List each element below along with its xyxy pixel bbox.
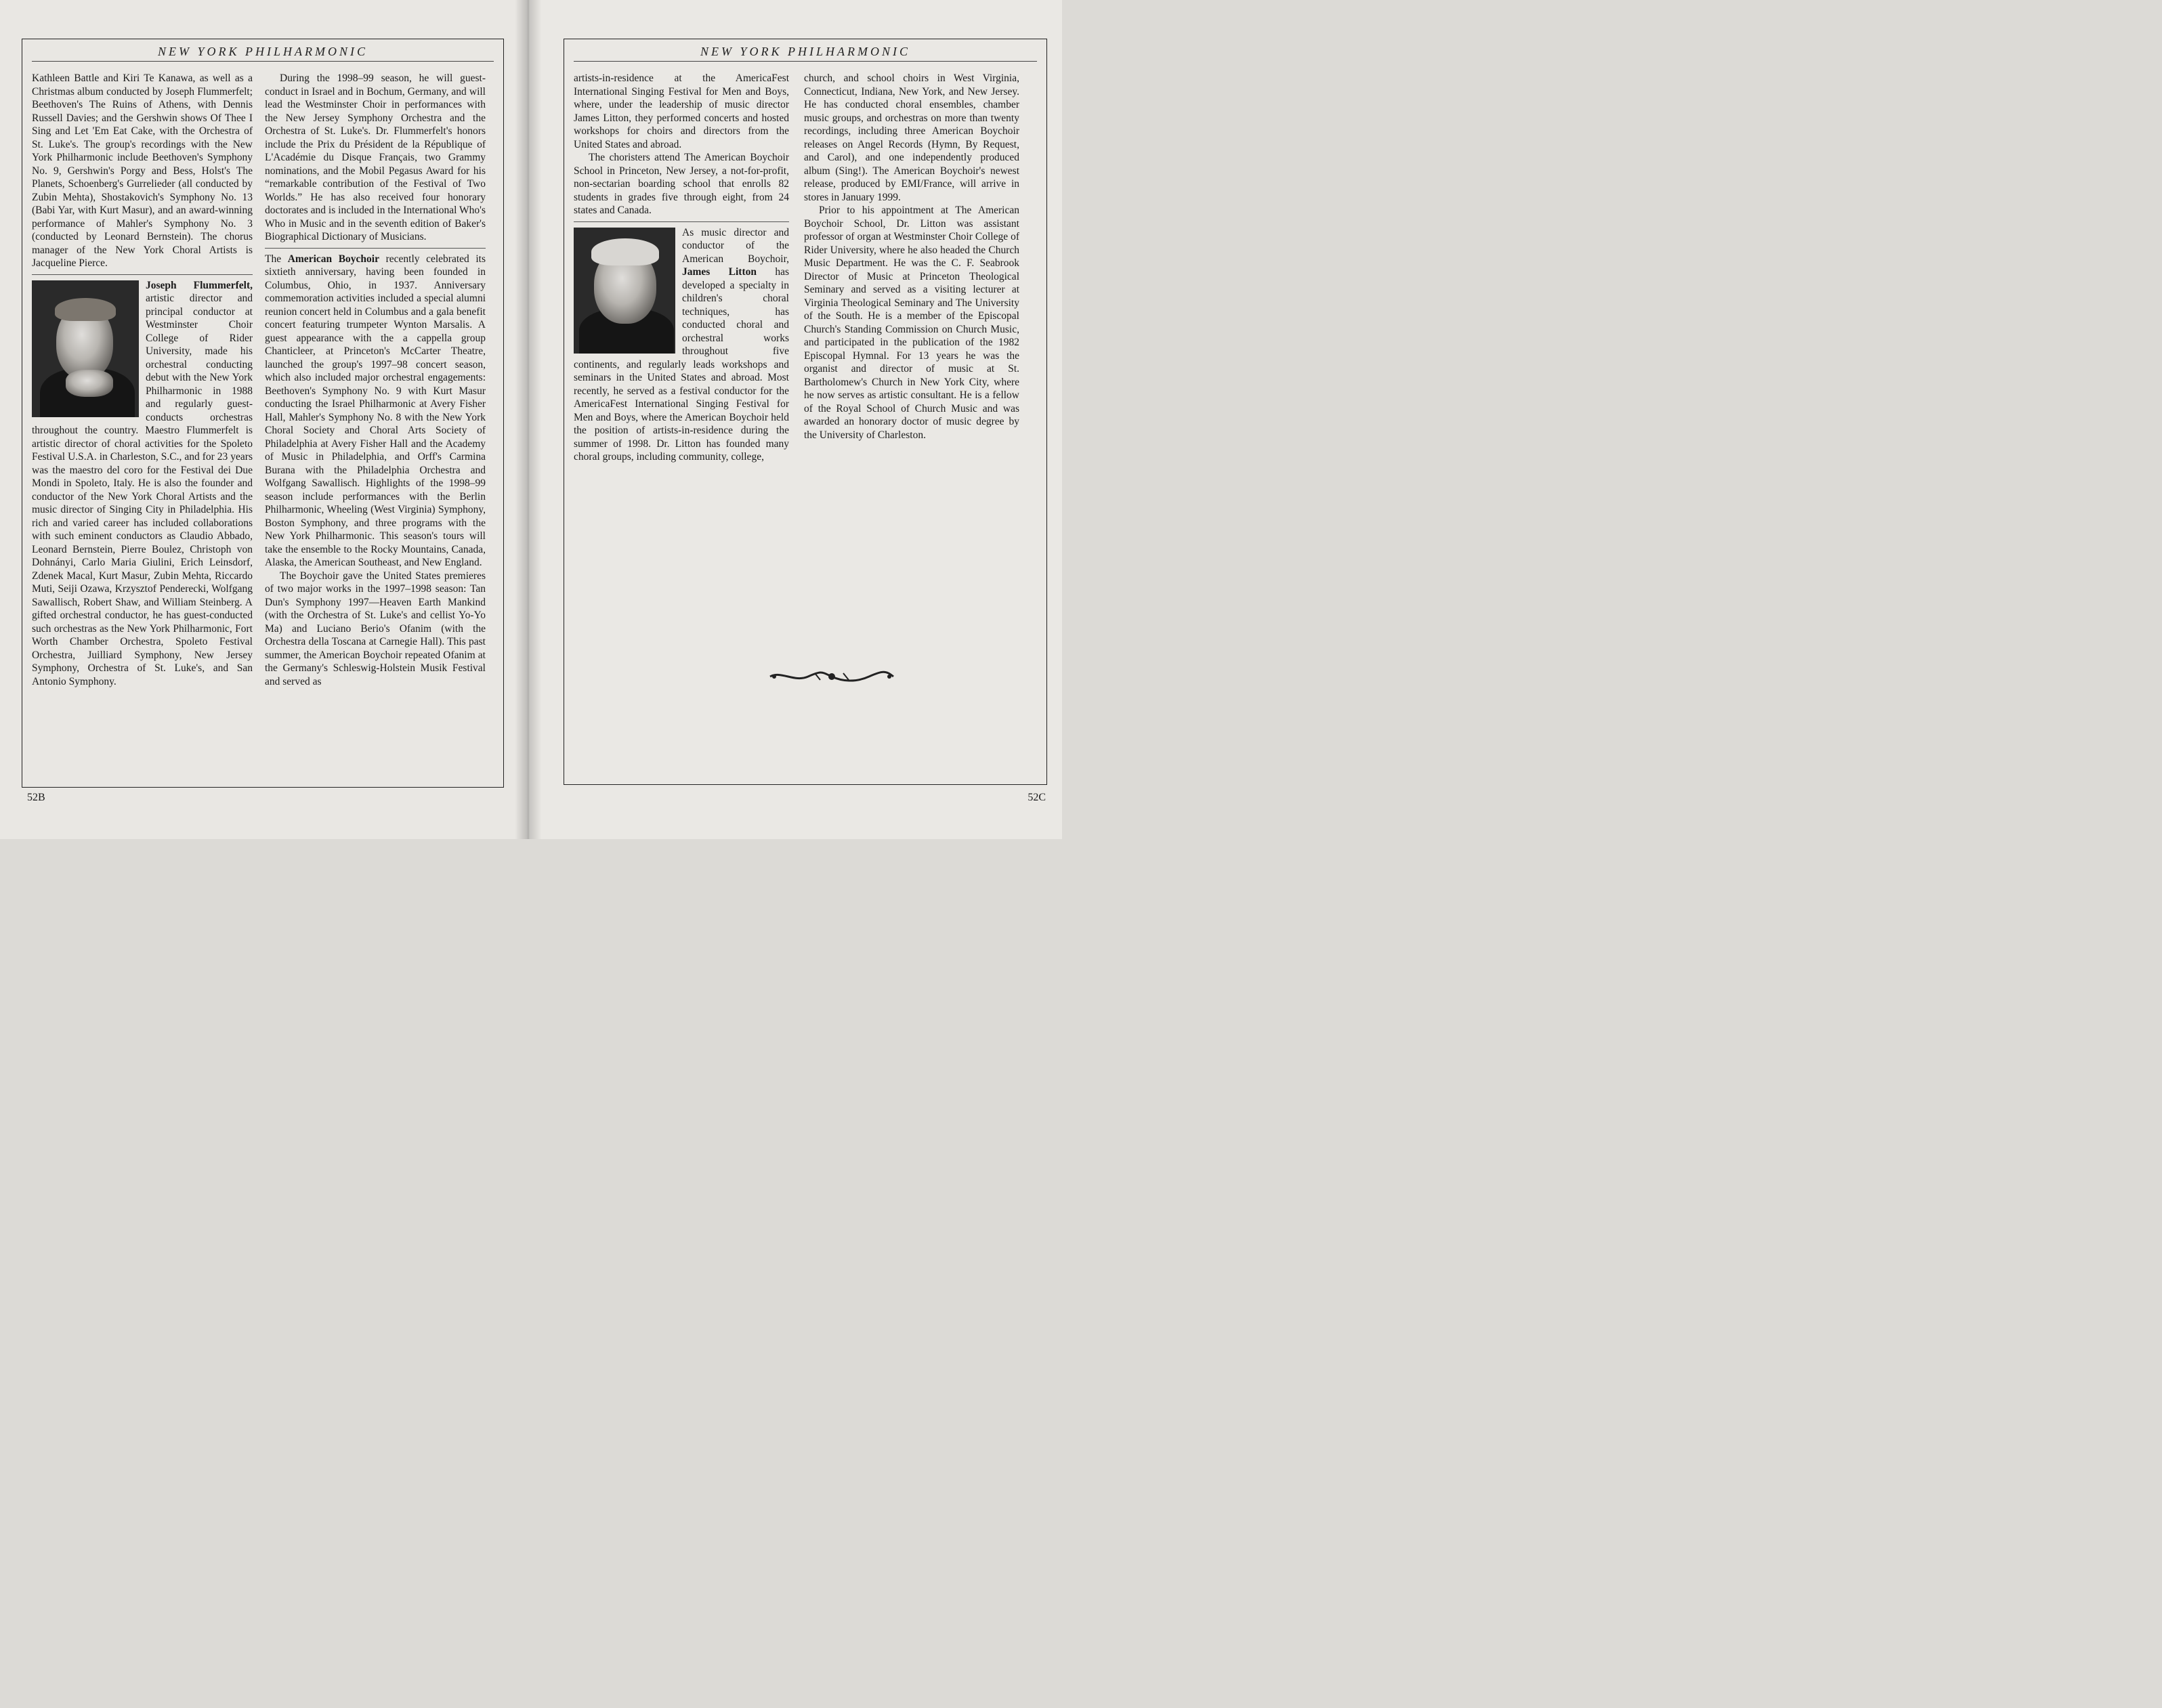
left-page-frame <box>22 39 504 788</box>
boychoir-paragraph <box>265 253 486 570</box>
choral-artists-paragraph: Kathleen Battle and Kiri Te Kanawa, as well as a Christmas album conducted by Joseph Flummerfelt; Beethoven's The Ruins of Athens, with Dennis Russell Davies; and the Gershwin shows Of Thee I Sing and Let 'Em Eat Cake, with the Orchestra of St. Luke's. The group's recordings with the New York Philharmonic include Beethoven's Symphony No. 9, Gershwin's Porgy and Bess, Holst's The Planets, Schoenberg's Gurrelieder (all conducted by Zubin Mehta), Shostakovich's Symphony No. 13 (Babi Yar, with Kurt Masur), and an award-winning performance of Mahler's Symphony No. 3 (conducted by Leonard Bernstein). The chorus manager of the New York Choral Artists is Jacqueline Pierce. <box>32 72 253 269</box>
left-column-1 <box>32 72 253 688</box>
flummerfelt-name: Joseph Flummerfelt, <box>146 279 253 291</box>
flummerfelt-photo <box>32 280 139 417</box>
flourish-ornament-icon <box>767 669 896 684</box>
boychoir-premieres-paragraph: The Boychoir gave the United States premieres of two major works in the 1997–1998 season: Tan Dun's Symphony 1997—Heaven Earth Mankind (with the Orchestra of St. Luke's and cellist Yo-Yo Ma) and Luciano Berio's Ofanim (with the Orchestra della Toscana at Carnegie Hall). This past summer, the American Boychoir repeated Ofanim at the Germany's Schleswig-Holstein Musik Festival and served as <box>265 570 486 687</box>
header-rule <box>574 61 1037 62</box>
boychoir-lead: The <box>265 253 282 265</box>
boychoir-name: American Boychoir <box>287 253 379 265</box>
photo-hair <box>591 238 659 265</box>
right-page-frame <box>564 39 1047 785</box>
page-number: 52C <box>1027 792 1046 803</box>
right-column-2 <box>804 72 1019 442</box>
litton-career-paragraph: Prior to his appointment at The American Boychoir School, Dr. Litton was assistant professor of organ at Westminster Choir College of Rider University, where he also headed the Church Music Department. He was the C. F. Seabrook Director of Music at Princeton Theological Seminary and served as a visiting lecturer at Virginia Theological Seminary and The University of the South. He is a member of the Episcopal Church's Standing Commission on Church Music, and participated in the publication of the 1982 Episcopal Hymnal. For 13 years he was the organist and director of music at St. Bartholomew's Church in New York City, where he now serves as artistic consultant. He is a fellow of the Royal School of Church Music and was awarded an honorary doctor of music degree by the University of Charleston. <box>804 205 1019 441</box>
page-number: 52B <box>27 792 45 803</box>
school-paragraph: The choristers attend The American Boychoir School in Princeton, New Jersey, a not-for-profit, non-sectarian boarding school that enrolls 82 students in grades five through eight, from 24 states and Canada. <box>574 152 789 216</box>
book-gutter <box>515 0 542 839</box>
boychoir-text: recently celebrated its sixtieth anniversary, having been founded in Columbus, Ohio, in 1937. Anniversary commemoration activities included a special alumni reunion concert held in Columbus and a gala benefit concert featuring trumpeter Wynton Marsalis. A guest appearance with the a cappella group Chanticleer, at Princeton's McCarter Theatre, launched the group's 1997–98 concert season, which also included major orchestral engagements: Beethoven's Symphony No. 9 with Kurt Masur conducting the Israel Philharmonic at Avery Fisher Hall, Mahler's Symphony No. 8 with the New York Choral Society and Choral Arts Society of Philadelphia at Avery Fisher Hall and the Academy of Music in Philadelphia, and Orff's Carmina Burana with the Philadelphia Orchestra and Wolfgang Sawallisch. Highlights of the 1998–99 season include performances with the Berlin Philharmonic, Wheeling (West Virginia) Symphony, Boston Symphony, and three programs with the New York Philharmonic. This season's tours will take the ensemble to the Rocky Mountains, Canada, Alaska, the American Southeast, and New England. <box>265 253 486 568</box>
section-divider <box>265 248 486 249</box>
photo-hair <box>55 298 116 321</box>
photo-hands <box>66 370 113 397</box>
right-page <box>528 0 1062 839</box>
left-page <box>0 0 528 839</box>
litton-name: James Litton <box>682 266 757 278</box>
section-divider <box>32 274 253 275</box>
flummerfelt-season-paragraph: During the 1998–99 season, he will guest-conduct in Israel and in Bochum, Germany, and will lead the Westminster Choir in performances with the New Jersey Symphony Orchestra and the Orchestra of St. Luke's. Dr. Flummerfelt's honors include the Prix du Président de la République of L'Académie du Disque Français, two Grammy nominations, and the Mobil Pegasus Award for his “remarkable contribution of the Festival of Two Worlds.” He has also received four honorary doctorates and is included in the International Who's Who in Music and in the seventh edition of Baker's Biographical Dictionary of Musicians. <box>265 72 486 242</box>
running-header: NEW YORK PHILHARMONIC <box>700 45 910 58</box>
right-column-1 <box>574 72 789 464</box>
header-rule <box>32 61 494 62</box>
residence-paragraph: artists-in-residence at the AmericaFest International Singing Festival for Men and Boys, where, under the leadership of music director James Litton, they performed concerts and hosted workshops for choirs and directors from the United States and abroad. <box>574 72 789 150</box>
left-column-2 <box>265 72 486 688</box>
section-divider <box>574 221 789 222</box>
litton-bio-text: has developed a specialty in children's choral techniques, has conducted choral and orchestral works throughout five continents, and regularly leads workshops and seminars in the United States and abroad. Most recently, he served as a festival conductor for the AmericaFest International Singing Festival for Men and Boys, where the American Boychoir held the position of artists-in-residence during the summer of 1998. Dr. Litton has founded many choral groups, including community, college, <box>574 266 789 463</box>
litton-bio-lead: As music director and conductor of the American Boychoir, <box>682 226 789 265</box>
litton-recordings-paragraph: church, and school choirs in West Virginia, Connecticut, Indiana, New York, and New Jersey. He has conducted choral ensembles, chamber music groups, and orchestras on more than twenty recordings, including three American Boychoir releases on Angel Records (Hymn, By Request, and Carol), and one independently produced album (Sing!). The American Boychoir's newest release, produced by EMI/France, will arrive in stores in January 1999. <box>804 72 1019 203</box>
litton-photo <box>574 228 675 354</box>
flummerfelt-bio-text: artistic director and principal conductor at Westminster Choir College of Rider University, made his orchestral conducting debut with the New York Philharmonic in 1988 and regularly guest-conducts orchestras throughout the country. Maestro Flummerfelt is artistic director of choral activities for the Spoleto Festival U.S.A. in Charleston, S.C., and for 23 years was the maestro del coro for the Festival dei Due Mondi in Spoleto, Italy. He is also the founder and conductor of the New York Choral Artists and the music director of Singing City in Philadelphia. His rich and varied career has included collaborations with such eminent conductors as Claudio Abbado, Leonard Bernstein, Pierre Boulez, Christoph von Dohnányi, Carlo Maria Giulini, Erich Leinsdorf, Zdenek Macal, Kurt Masur, Zubin Mehta, Riccardo Muti, Seiji Ozawa, Krzysztof Penderecki, Wolfgang Sawallisch, Robert Shaw, and William Steinberg. A gifted orchestral conductor, he has guest-conducted such orchestras as the New York Philharmonic, Fort Worth Chamber Orchestra, Spoleto Festival Orchestra, Juilliard Symphony, New Jersey Symphony, Orchestra of St. Luke's, and San Antonio Symphony. <box>32 293 253 687</box>
running-header: NEW YORK PHILHARMONIC <box>158 45 368 58</box>
